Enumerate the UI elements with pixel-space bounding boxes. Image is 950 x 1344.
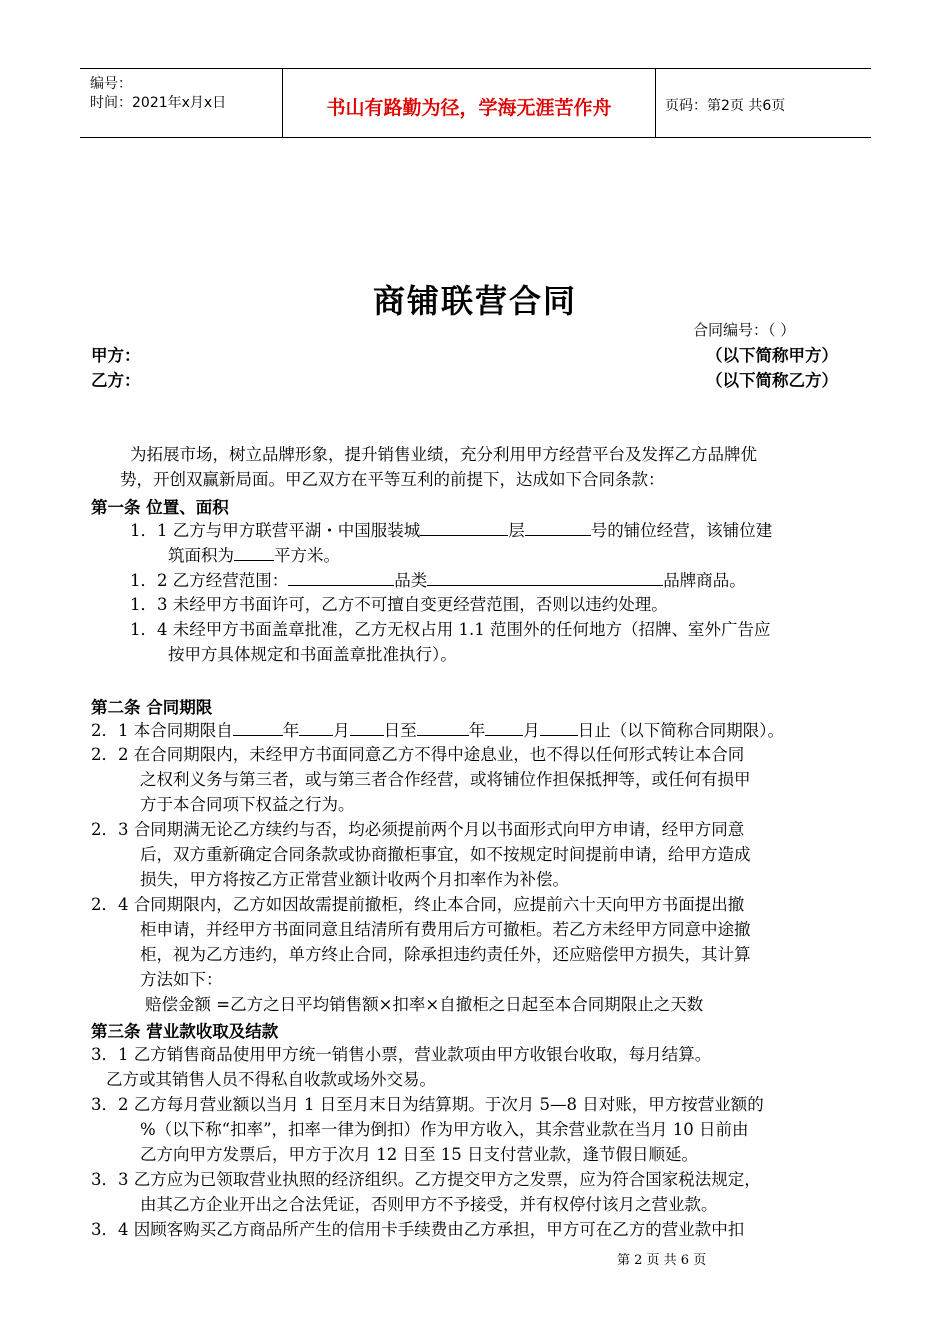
clause-3-2: 3．2 乙方每月营业额以当月 1 日至月末日为结算期。于次月 5—8 日对账，甲方按营业额的	[91, 1095, 764, 1114]
clause-1-1-text-b: 层	[508, 521, 525, 540]
clause-1-1	[130, 518, 772, 544]
clause-2-2-cont-1: 之权利义务与第三者，或与第三者合作经营，或将铺位作担保抵押等，或任何有损甲	[140, 770, 751, 789]
clause-2-1-text-a: 2．1 本合同期限自	[91, 721, 233, 740]
compensation-formula: 赔偿金额 =乙方之日平均销售额×扣率×自撤柜之日起至本合同期限止之天数	[145, 995, 704, 1014]
brand-blank	[427, 568, 663, 586]
floor-blank	[420, 518, 508, 536]
header-right-cell	[655, 69, 871, 137]
page-code: 页码：第2页 共6页	[665, 98, 786, 114]
clause-2-1-text-b: 年	[282, 721, 300, 740]
clause-1-2-text-a: 1．2 乙方经营范围：	[130, 571, 289, 590]
article-1-heading: 第一条 位置、面积	[91, 498, 229, 517]
clause-2-1	[91, 718, 784, 744]
party-b-label: 乙方：	[91, 371, 141, 390]
clause-3-4: 3．4 因顾客购买乙方商品所产生的信用卡手续费由乙方承担，甲方可在乙方的营业款中扣	[91, 1220, 745, 1239]
clause-3-1: 3．1 乙方销售商品使用甲方统一销售小票，营业款项由甲方收银台收取，每月结算。	[91, 1045, 712, 1064]
clause-1-1-text-e: 平方米。	[274, 546, 340, 565]
header-motto: 书山有路勤为径，学海无涯苦作舟	[326, 97, 612, 119]
clause-2-1-text-c: 月	[333, 721, 350, 740]
clause-2-3-cont-2: 损失，甲方将按乙方正常营业额计收两个月扣率作为补偿。	[140, 870, 569, 889]
clause-1-2	[130, 568, 746, 594]
clause-2-1-text-e: 年	[468, 721, 486, 740]
clause-3-1-cont: 乙方或其销售人员不得私自收款或场外交易。	[106, 1070, 436, 1089]
clause-1-4-cont: 按甲方具体规定和书面盖章批准执行）。	[168, 645, 457, 664]
number-label: 编号：	[90, 76, 132, 92]
clause-2-2-cont-2: 方于本合同项下权益之行为。	[140, 795, 355, 814]
start-month-blank	[299, 718, 333, 736]
clause-2-4-cont-2: 柜，视为乙方违约，单方终止合同，除承担违约责任外，还应赔偿甲方损失，其计算	[140, 945, 751, 964]
clause-2-4: 2．4 合同期限内，乙方如因故需提前撤柜，终止本合同，应提前六十天向甲方书面提出撤	[91, 895, 745, 914]
clause-2-4-cont-1: 柜申请，并经甲方书面同意且结清所有费用后方可撤柜。若乙方未经甲方同意中途撤	[140, 920, 751, 939]
start-day-blank	[350, 718, 384, 736]
clause-3-2-cont-1: %（以下称“扣率”，扣率一律为倒扣）作为甲方收入，其余营业款在当月 10 日前由	[140, 1120, 749, 1139]
clause-2-4-cont-3: 方法如下：	[140, 970, 223, 989]
clause-2-1-text-f: 月	[523, 721, 540, 740]
contract-number: 合同编号：（ ）	[693, 321, 796, 339]
clause-1-1-text-d: 筑面积为	[168, 546, 234, 565]
clause-3-3: 3．3 乙方应为已领取营业执照的经济组织。乙方提交甲方之发票，应为符合国家税法规定，	[91, 1170, 761, 1189]
start-year-blank	[233, 718, 283, 736]
clause-2-2: 2．2 在合同期限内，未经甲方书面同意乙方不得中途息业，也不得以任何形式转让本合同	[91, 745, 745, 764]
area-blank	[234, 543, 274, 561]
clause-1-2-text-b: 品类	[394, 571, 428, 590]
clause-1-1-text-a: 1．1 乙方与甲方联营平湖・中国服装城	[130, 521, 421, 540]
clause-1-4: 1．4 未经甲方书面盖章批准，乙方无权占用 1.1 范围外的任何地方（招牌、室外广告应	[130, 620, 771, 639]
party-a-label: 甲方：	[91, 346, 141, 365]
end-month-blank	[485, 718, 523, 736]
party-b-note: （以下简称乙方）	[706, 371, 838, 390]
header-left-cell	[80, 69, 282, 137]
clause-3-2-cont-2: 乙方向甲方发票后，甲方于次月 12 日至 15 日支付营业款，逢节假日顺延。	[140, 1145, 698, 1164]
intro-line-2: 势，开创双赢新局面。甲乙双方在平等互利的前提下，达成如下合同条款：	[120, 470, 665, 489]
party-a-note: （以下简称甲方）	[706, 346, 838, 365]
page-footer: 第 2 页 共 6 页	[617, 1253, 707, 1268]
article-3-heading: 第三条 营业款收取及结款	[91, 1022, 279, 1041]
clause-2-1-text-g: 日止（以下简称合同期限）。	[577, 721, 784, 740]
intro-line-1: 为拓展市场，树立品牌形象，提升销售业绩，充分利用甲方经营平台及发挥乙方品牌优	[130, 445, 757, 464]
clause-2-3-cont-1: 后，双方重新确定合同条款或协商撤柜事宜，如不按规定时间提前申请，给甲方造成	[140, 845, 751, 864]
article-2-heading: 第二条 合同期限	[91, 698, 213, 717]
end-year-blank	[417, 718, 469, 736]
clause-2-3: 2．3 合同期满无论乙方续约与否，均必须提前两个月以书面形式向甲方申请，经甲方同意	[91, 820, 745, 839]
time-label: 时间：2021年x月x日	[90, 95, 227, 111]
unit-number-blank	[525, 518, 591, 536]
end-day-blank	[540, 718, 578, 736]
header-center-cell	[282, 69, 656, 137]
clause-2-1-text-d: 日至	[383, 721, 417, 740]
page-header	[80, 68, 871, 138]
clause-1-2-text-c: 品牌商品。	[663, 571, 746, 590]
category-blank	[288, 568, 394, 586]
clause-1-3: 1．3 未经甲方书面许可，乙方不可擅自变更经营范围，否则以违约处理。	[130, 595, 668, 614]
clause-1-1-cont	[168, 543, 340, 569]
clause-1-1-text-c: 号的铺位经营，该铺位建	[590, 521, 773, 540]
clause-3-3-cont: 由其乙方企业开出之合法凭证，否则甲方不予接受，并有权停付该月之营业款。	[140, 1195, 718, 1214]
document-title: 商铺联营合同	[372, 282, 577, 320]
